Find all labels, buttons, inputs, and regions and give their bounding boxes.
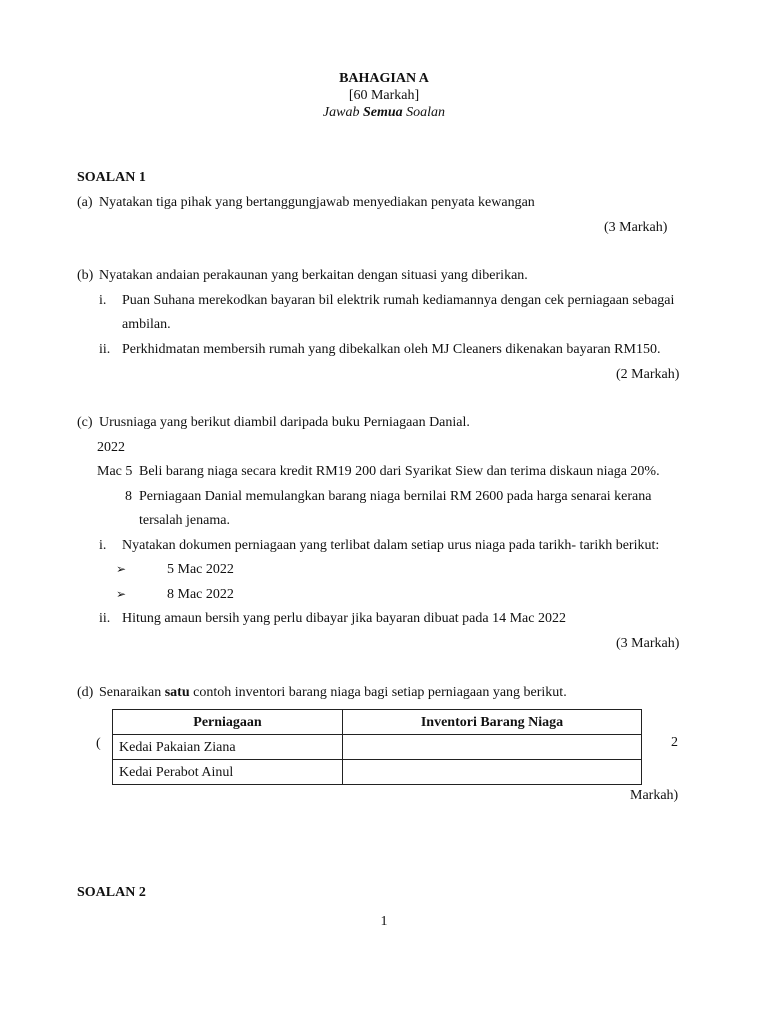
part-c-entry2-line1: Perniagaan Danial memulangkan barang niaga bernilai RM 2600 pada harga senarai kerana	[139, 489, 652, 504]
question-1-title: SOALAN 1	[77, 170, 146, 185]
table-header-cell: Inventori Barang Niaga	[343, 710, 642, 735]
table-header-cell: Perniagaan	[113, 710, 343, 735]
part-c-entry1-date: Mac 5	[97, 464, 133, 479]
table-cell	[343, 735, 642, 760]
table-cell	[343, 760, 642, 785]
part-c-entry2-line2: tersalah jenama.	[139, 513, 230, 528]
part-c-ii-text: Hitung amaun bersih yang perlu dibayar jika bayaran dibuat pada 14 Mac 2022	[122, 611, 566, 626]
bullet-arrow-icon: ➢	[116, 562, 127, 576]
table-row	[113, 760, 642, 785]
inventory-table	[112, 709, 642, 785]
part-d-marks-close: Markah)	[630, 788, 679, 803]
part-b-label: (b)	[77, 268, 94, 283]
table-cell: Kedai Perabot Ainul	[113, 760, 343, 785]
part-d-marks-open: (	[96, 736, 101, 751]
part-b-item-i-num: i.	[99, 293, 107, 308]
part-b-item-ii-num: ii.	[99, 342, 111, 357]
part-c-label: (c)	[77, 415, 93, 430]
part-a-label: (a)	[77, 195, 93, 210]
part-c-text: Urusniaga yang berikut diambil daripada buku Perniagaan Danial.	[99, 415, 470, 430]
section-marks: [60 Markah]	[348, 88, 420, 103]
table-row	[113, 735, 642, 760]
part-b-marks: (2 Markah)	[616, 367, 680, 382]
part-d-text: Senaraikan satu contoh inventori barang niaga bagi setiap perniagaan yang berikut.	[99, 685, 567, 700]
part-b-text: Nyatakan andaian perakaunan yang berkaitan dengan situasi yang diberikan.	[99, 268, 528, 283]
part-c-marks: (3 Markah)	[616, 636, 680, 651]
part-d-marks-number: 2	[671, 735, 678, 750]
part-c-bullet-2: 8 Mac 2022	[167, 587, 234, 602]
part-c-entry1-text: Beli barang niaga secara kredit RM19 200 dari Syarikat Siew dan terima diskaun niaga 20%.	[139, 464, 660, 479]
part-a-marks: (3 Markah)	[604, 220, 668, 235]
part-b-item-ii-line1: Perkhidmatan membersih rumah yang dibekalkan oleh MJ Cleaners dikenakan bayaran RM150.	[122, 342, 661, 357]
bullet-arrow-icon: ➢	[116, 587, 127, 601]
part-a-text: Nyatakan tiga pihak yang bertanggungjawab menyediakan penyata kewangan	[99, 195, 535, 210]
page-number: 1	[380, 914, 388, 929]
table-header-row	[113, 710, 642, 735]
part-c-i-num: i.	[99, 538, 107, 553]
part-c-bullet-1: 5 Mac 2022	[167, 562, 234, 577]
table-cell: Kedai Pakaian Ziana	[113, 735, 343, 760]
part-b-item-i-line2: ambilan.	[122, 317, 171, 332]
question-2-title: SOALAN 2	[77, 885, 146, 900]
part-d-label: (d)	[77, 685, 94, 700]
section-title: BAHAGIAN A	[339, 71, 429, 86]
part-c-i-text: Nyatakan dokumen perniagaan yang terlibat dalam setiap urus niaga pada tarikh- tarikh berikut:	[122, 538, 660, 553]
instruction: Jawab Semua Soalan	[322, 105, 446, 120]
part-c-year: 2022	[97, 440, 125, 455]
part-b-item-i-line1: Puan Suhana merekodkan bayaran bil elektrik rumah kediamannya dengan cek perniagaan sebagai	[122, 293, 675, 308]
part-c-entry2-date: 8	[125, 489, 132, 504]
part-c-ii-num: ii.	[99, 611, 111, 626]
